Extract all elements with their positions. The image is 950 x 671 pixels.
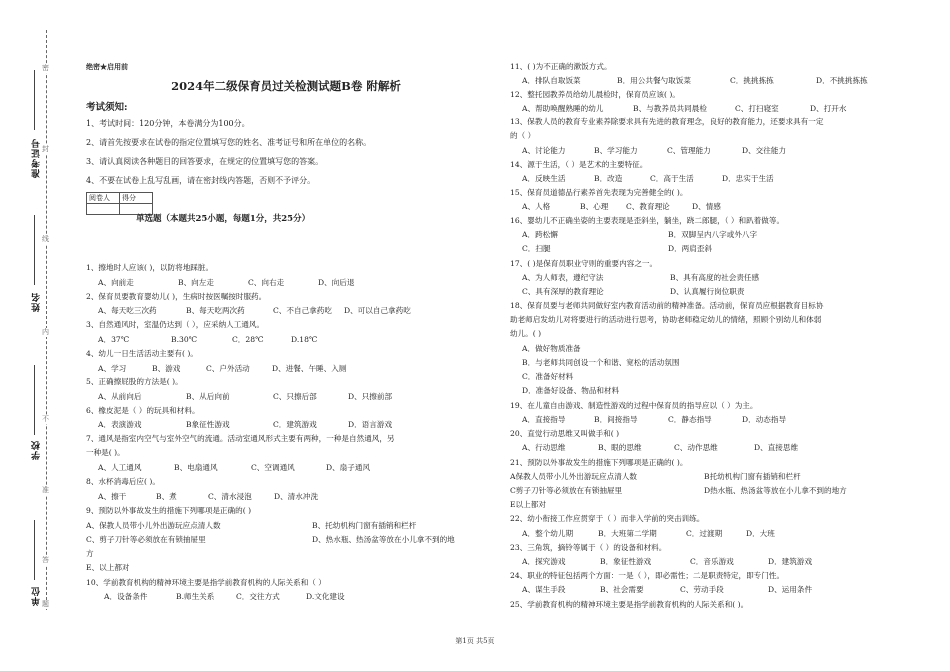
seal-dashed-line bbox=[46, 30, 47, 610]
question: 23、三角筑，摘铃等属于（ ）的设备和材料。 bbox=[510, 543, 667, 552]
option: A．整个幼儿期 bbox=[522, 529, 574, 538]
option: D、清水冲洗 bbox=[274, 492, 319, 501]
option: B、学习能力 bbox=[594, 146, 638, 155]
option: A、人工通风 bbox=[98, 463, 142, 472]
question-continuation: 一种是( )。 bbox=[86, 448, 125, 457]
question-continuation: 的（ ） bbox=[510, 131, 536, 140]
option: C剪子刀针等必须放在有锁抽屉里 bbox=[510, 486, 623, 495]
option: B、游戏 bbox=[152, 364, 181, 373]
option: D、认真履行岗位职责 bbox=[670, 287, 745, 296]
option: C．高于生活 bbox=[650, 174, 694, 183]
question: 21、预防以外事故发生的措施下列哪项是正确的( )。 bbox=[510, 458, 688, 467]
option: A．排队自取饭菜 bbox=[522, 76, 581, 85]
question: 8、水杯消毒后应( )。 bbox=[86, 477, 160, 486]
option: C、动作思维 bbox=[674, 443, 718, 452]
option: B．用公共餐勺取饭菜 bbox=[617, 76, 691, 85]
option: A．直接指导 bbox=[522, 415, 566, 424]
option: C．挑挑拣拣 bbox=[730, 76, 774, 85]
question: 1、擦地时人应该( )，以防将地踩脏。 bbox=[86, 263, 214, 272]
option: C．过渡期 bbox=[686, 529, 723, 538]
option: D、扇子通风 bbox=[326, 463, 371, 472]
option: B、每天吃两次药 bbox=[186, 306, 245, 315]
seal-mark: 线 bbox=[42, 235, 49, 243]
fill-line bbox=[34, 365, 35, 435]
question: 9、预防以外事故发生的措施下列哪项是正确的( ) bbox=[86, 506, 252, 515]
option: B、与教养员共同晨检 bbox=[633, 104, 707, 113]
option: A、行动思维 bbox=[522, 443, 566, 452]
option: B、社会需要 bbox=[600, 585, 644, 594]
option: C、打扫寝室 bbox=[735, 104, 779, 113]
question: 17、( )是保育员职业守则的重要内容之一。 bbox=[510, 259, 658, 268]
seal-mark: 答 bbox=[42, 556, 49, 564]
option: C、管理能力 bbox=[667, 146, 711, 155]
option: A、每天吃三次药 bbox=[98, 306, 157, 315]
option: B、电扇通风 bbox=[174, 463, 218, 472]
seal-mark: 内 bbox=[42, 328, 49, 336]
option: B托幼机构门窗有插销和栏杆 bbox=[704, 472, 801, 481]
option: C、劳动手段 bbox=[680, 585, 724, 594]
seal-mark: 不 bbox=[42, 415, 49, 423]
option: C．准备好材料 bbox=[522, 372, 574, 381]
notice-heading: 考试须知: bbox=[86, 102, 128, 113]
option: A、谋生手段 bbox=[522, 585, 566, 594]
option: B象征性游戏 bbox=[186, 420, 230, 429]
notice-item: 4、不要在试卷上乱写乱画，请在密封线内答题，否则不予评分。 bbox=[86, 176, 316, 185]
option: A．设备条件 bbox=[104, 592, 148, 601]
option: B.30℃ bbox=[171, 335, 198, 344]
option: B．间接指导 bbox=[594, 415, 638, 424]
option: C、空调通风 bbox=[251, 463, 295, 472]
question: 5、正确擦屁股的方法是( )。 bbox=[86, 377, 183, 386]
secret-mark: 绝密★启用前 bbox=[86, 62, 128, 71]
option: A、讨论能力 bbox=[522, 146, 566, 155]
option: A．做好物质准备 bbox=[522, 344, 581, 353]
option: D．大班 bbox=[746, 529, 775, 538]
question: 19、在儿童自由游戏、制造性游戏的过程中保育员的指导应以（ ）为主。 bbox=[510, 401, 758, 410]
option: A．跨松懈 bbox=[522, 230, 558, 239]
option: D、情感 bbox=[692, 202, 721, 211]
option: C、具有深厚的教育理论 bbox=[522, 287, 604, 296]
question: 11、( )为不正确的漱饭方式。 bbox=[510, 62, 612, 71]
option: D、运用条件 bbox=[768, 585, 813, 594]
option: A、从前向后 bbox=[98, 392, 142, 401]
option: B．象征性游戏 bbox=[600, 557, 652, 566]
option: D、进餐、午睡、入厕 bbox=[272, 364, 347, 373]
option: D、打开水 bbox=[810, 104, 847, 113]
option: B．改造 bbox=[594, 174, 623, 183]
option: D．不挑挑拣拣 bbox=[816, 76, 868, 85]
fill-line bbox=[34, 520, 35, 580]
option: C．静态指导 bbox=[668, 415, 712, 424]
grader-blank[interactable] bbox=[87, 204, 120, 215]
option: D．建筑游戏 bbox=[768, 557, 813, 566]
option: B、眼的思维 bbox=[598, 443, 642, 452]
question: 24、职业的特征包括两个方面：一是（ ），即必需性；二是职责特定，即专门性。 bbox=[510, 571, 785, 580]
option: D．动态指导 bbox=[742, 415, 787, 424]
question: 14、源于生活，（ ）是艺术的主要特征。 bbox=[510, 160, 648, 169]
section-heading: 单选题（本题共25小题，每题1分，共25分） bbox=[136, 214, 311, 224]
option: B、托幼机构门窗有插销和栏杆 bbox=[312, 521, 417, 530]
grader-cell: 阅卷人 bbox=[87, 193, 120, 204]
option: C、剪子刀针等必须放在有锁抽屉里 bbox=[86, 535, 206, 544]
option: B．大班第二学期 bbox=[598, 529, 657, 538]
option: B、向左走 bbox=[178, 278, 214, 287]
option: D、向后退 bbox=[318, 278, 355, 287]
option: A．探究游戏 bbox=[522, 557, 566, 566]
fill-line bbox=[34, 215, 35, 285]
seal-mark: 封 bbox=[42, 145, 49, 153]
option: C、向右走 bbox=[248, 278, 285, 287]
option: E、以上都对 bbox=[86, 563, 130, 572]
option: B、从后向前 bbox=[186, 392, 230, 401]
notice-item: 1、考试时间：120分钟，本卷满分为100分。 bbox=[86, 119, 250, 128]
question-continuation: 助老师启发幼儿对将要进行的活动进行思考，协助老师稳定幼儿的情绪，照顾个别幼儿和体弱 bbox=[510, 315, 822, 324]
option: C．交往方式 bbox=[236, 592, 280, 601]
option: B、具有高度的社会责任感 bbox=[670, 273, 760, 282]
question: 12、整托园教养员给幼儿晨检时，保育员应该( )。 bbox=[510, 90, 680, 99]
option: A、向前走 bbox=[98, 278, 134, 287]
option: D、直接思维 bbox=[754, 443, 799, 452]
option: A．表演游戏 bbox=[98, 420, 142, 429]
question: 10、学前教育机构的精神环境主要是指学前教育机构的人际关系和（ ） bbox=[86, 578, 326, 587]
question: 16、婴幼儿不正确坐姿的主要表现是歪斜坐，躺坐，跷二郎腿，（ ）和趴着做等。 bbox=[510, 216, 785, 225]
option: C、只擦后部 bbox=[273, 392, 317, 401]
question: 4、幼儿一日生活活动主要有( )。 bbox=[86, 349, 198, 358]
question: 3、自然通风时，室温仍达到（ ），应采纳人工通风。 bbox=[86, 320, 265, 329]
seal-mark: 题 bbox=[42, 600, 49, 608]
question: 13、保教人员的教育专业素养除要求具有先进的教育理念，良好的教育能力，还要求具有一定 bbox=[510, 117, 824, 126]
question: 20、直觉行动思维又叫做手和( ) bbox=[510, 429, 620, 438]
option: A、保教人员带小儿外出游玩应点清人数 bbox=[86, 521, 221, 530]
option: D．忠实于生活 bbox=[722, 174, 774, 183]
option: C、不自己拿药吃 bbox=[273, 306, 332, 315]
notice-item: 2、请首先按要求在试卷的指定位置填写您的姓名、准考证号和所在单位的名称。 bbox=[86, 138, 372, 147]
school-label: 学校 bbox=[32, 440, 42, 460]
option: C．扫腿 bbox=[522, 244, 551, 253]
option: D热水瓶、热汤盆等放在小儿拿不到的地方 bbox=[704, 486, 847, 495]
score-cell: 得分 bbox=[120, 193, 153, 204]
question: 22、幼小衔接工作应贯穿于（ ）而非入学前的突击训练。 bbox=[510, 514, 705, 523]
option: D.18℃ bbox=[291, 335, 318, 344]
seal-mark: 密 bbox=[42, 64, 49, 72]
option: C．音乐游戏 bbox=[690, 557, 734, 566]
page-footer: 第1页 共5页 bbox=[455, 637, 495, 645]
seal-mark: 准 bbox=[42, 486, 49, 494]
option: B．双脚呈内八字或外八字 bbox=[668, 230, 758, 239]
question: 6、橡皮泥是（ ）的玩具和材料。 bbox=[86, 406, 200, 415]
option: C．建筑游戏 bbox=[273, 420, 317, 429]
option: D、热水瓶、热汤盆等放在小儿拿不到的地 bbox=[312, 535, 455, 544]
binding-margin bbox=[0, 0, 62, 671]
option: D．语言游戏 bbox=[348, 420, 393, 429]
option: A、擦干 bbox=[98, 492, 127, 501]
option: C、户外活动 bbox=[206, 364, 250, 373]
question-continuation: 幼儿。( ) bbox=[510, 329, 542, 338]
option: A、为人师表，遵纪守法 bbox=[522, 273, 604, 282]
option: D、交往能力 bbox=[742, 146, 787, 155]
option: D、可以自己拿药吃 bbox=[344, 306, 411, 315]
exam-number-label: 准考证号 bbox=[32, 138, 42, 178]
option-continuation: 方 bbox=[86, 549, 94, 558]
question: 2、保育员要教育婴幼儿( )，生病时按医嘱按时服药。 bbox=[86, 292, 267, 301]
notice-item: 3、请认真阅读各种题目的回答要求，在规定的位置填写您的答案。 bbox=[86, 157, 324, 166]
name-label: 姓名 bbox=[32, 292, 42, 312]
option: A、帮助唤醒熟睡的幼儿 bbox=[522, 104, 604, 113]
option: B．与老师共同创设一个和谐、宽松的活动氛围 bbox=[522, 358, 680, 367]
option: E以上都对 bbox=[510, 500, 546, 509]
option: A保教人员带小儿外出游玩应点清人数 bbox=[510, 472, 637, 481]
option: D.文化建设 bbox=[306, 592, 345, 601]
option: A、学习 bbox=[98, 364, 127, 373]
option: A．反映生活 bbox=[522, 174, 566, 183]
option: A、人格 bbox=[522, 202, 551, 211]
option: B、心理 bbox=[580, 202, 609, 211]
fill-line bbox=[34, 70, 35, 130]
option: A．37℃ bbox=[98, 335, 130, 344]
option: B、煮 bbox=[156, 492, 177, 501]
unit-label: 单位 bbox=[32, 586, 42, 606]
option: B.师生关系 bbox=[176, 592, 215, 601]
option: D、只擦前部 bbox=[348, 392, 393, 401]
option: C、教育理论 bbox=[626, 202, 670, 211]
page-title: 2024年二级保育员过关检测试题B卷 附解析 bbox=[171, 79, 401, 93]
option: D．准备好设备、物品和材料 bbox=[522, 386, 620, 395]
question: 25、学前教育机构的精神环境主要是指学前教育机构的人际关系和( )。 bbox=[510, 600, 749, 609]
question: 18、保育员要与老师共同做好室内教育活动前的精神准备。活动前，保育员应根据教育目标协 bbox=[510, 301, 824, 310]
option: C．28℃ bbox=[232, 335, 264, 344]
question: 7、通风是指室内空气与室外空气的流通。活动室通风形式主要有两种，一种是自然通风，另 bbox=[86, 434, 395, 443]
option: C、清水浸泡 bbox=[208, 492, 252, 501]
option: D．两肩歪斜 bbox=[668, 244, 713, 253]
question: 15、保育员道德品行素养首先表现为完善健全的( )。 bbox=[510, 188, 688, 197]
